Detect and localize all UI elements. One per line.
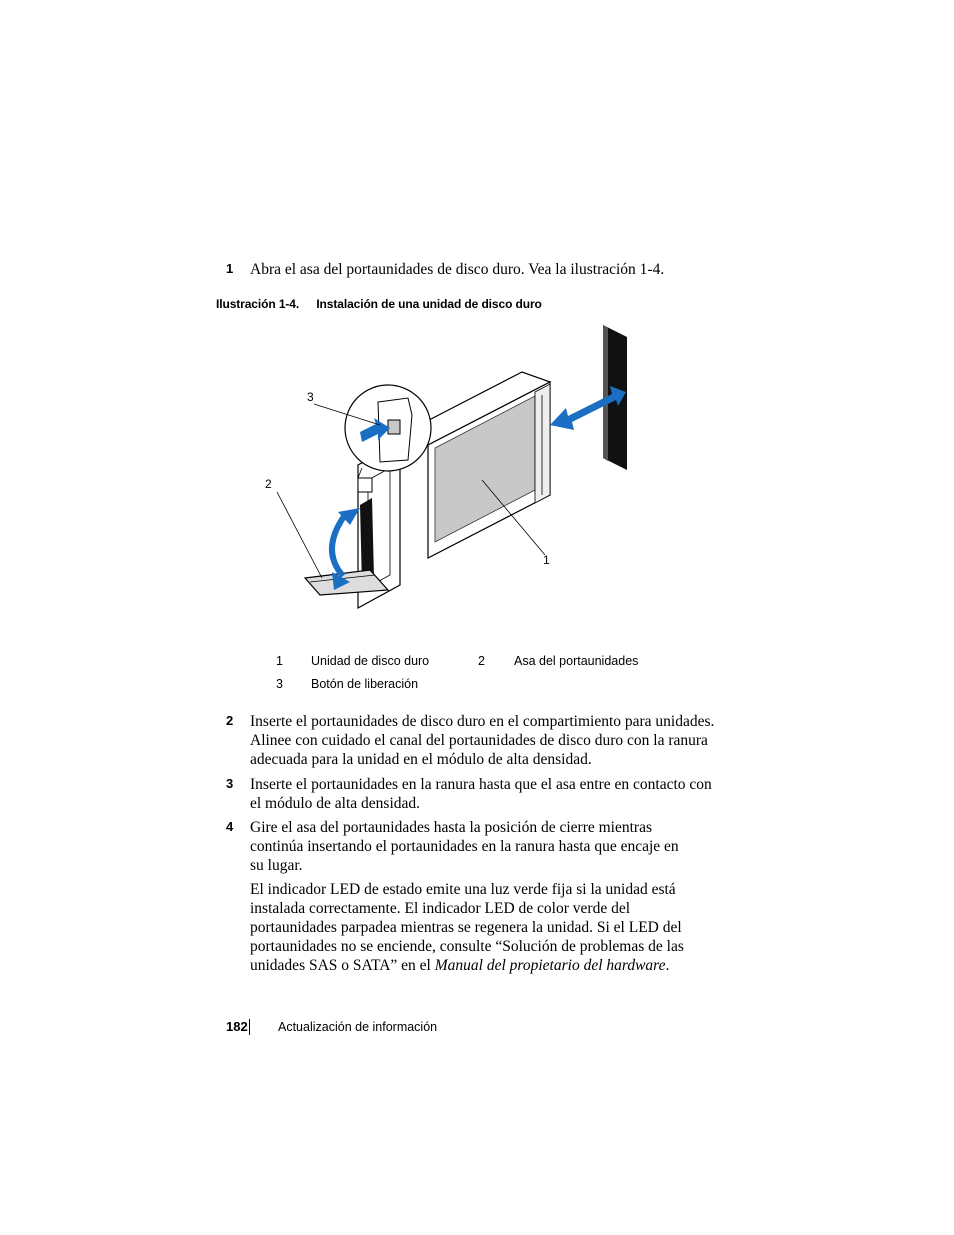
- step-text: Gire el asa del portaunidades hasta la posición de cierre mientras continúa insertando el portaunidades en la ranura hasta que encaje en su lugar.: [250, 819, 679, 874]
- step-number: 2: [226, 713, 234, 728]
- legend-label-1: Unidad de disco duro: [311, 654, 430, 668]
- legend-num-1: 1: [276, 654, 283, 668]
- step-number: 1: [226, 261, 234, 276]
- figure-caption: [216, 297, 542, 311]
- figure-label: Ilustración 1-4.: [216, 297, 300, 311]
- step-text: Inserte el portaunidades en la ranura hasta que el asa entre en contacto con el módulo de alta densidad.: [250, 776, 712, 812]
- drive-illustration-svg: [250, 320, 650, 610]
- step-text: Inserte el portaunidades de disco duro en el compartimiento para unidades. Alinee con cuidado el canal del portaunidades de disco duro con la ranura adecuada para la unidad en el módulo de alta densidad.: [250, 713, 715, 768]
- hard-drive-install-illustration: [250, 320, 650, 610]
- footer-section-title: Actualización de información: [278, 1020, 438, 1034]
- led-status-paragraph: [250, 880, 720, 975]
- legend-num-3: 3: [276, 677, 283, 691]
- legend-label-2: Asa del portaunidades: [514, 654, 639, 668]
- manual-title: Manual del propietario del hardware: [434, 957, 666, 974]
- legend-num-2: 2: [478, 654, 485, 668]
- page-number: 182: [226, 1019, 248, 1034]
- paragraph-end: .: [665, 957, 670, 974]
- callout-3: 3: [307, 390, 314, 404]
- step-text: Abra el asa del portaunidades de disco duro. Vea la ilustración 1-4.: [250, 261, 665, 278]
- callout-1: 1: [543, 553, 550, 567]
- legend-label-3: Botón de liberación: [311, 677, 419, 691]
- release-button: [358, 478, 372, 492]
- paragraph-text: El indicador LED de estado emite una luz verde fija si la unidad está instalada correctamente. El indicador LED de color verde del portaunidades parpadea mientras se regenera la unidad. Si el LED del portaunidades no se enciende, consulte “Solución de problemas de las unidades SAS o SATA” en el: [250, 881, 684, 974]
- step-number: 4: [226, 819, 234, 834]
- figure-title: Instalación de una unidad de disco duro: [316, 297, 542, 311]
- callout-2: 2: [265, 477, 272, 491]
- step-number: 3: [226, 776, 234, 791]
- footer-divider: [249, 1019, 250, 1035]
